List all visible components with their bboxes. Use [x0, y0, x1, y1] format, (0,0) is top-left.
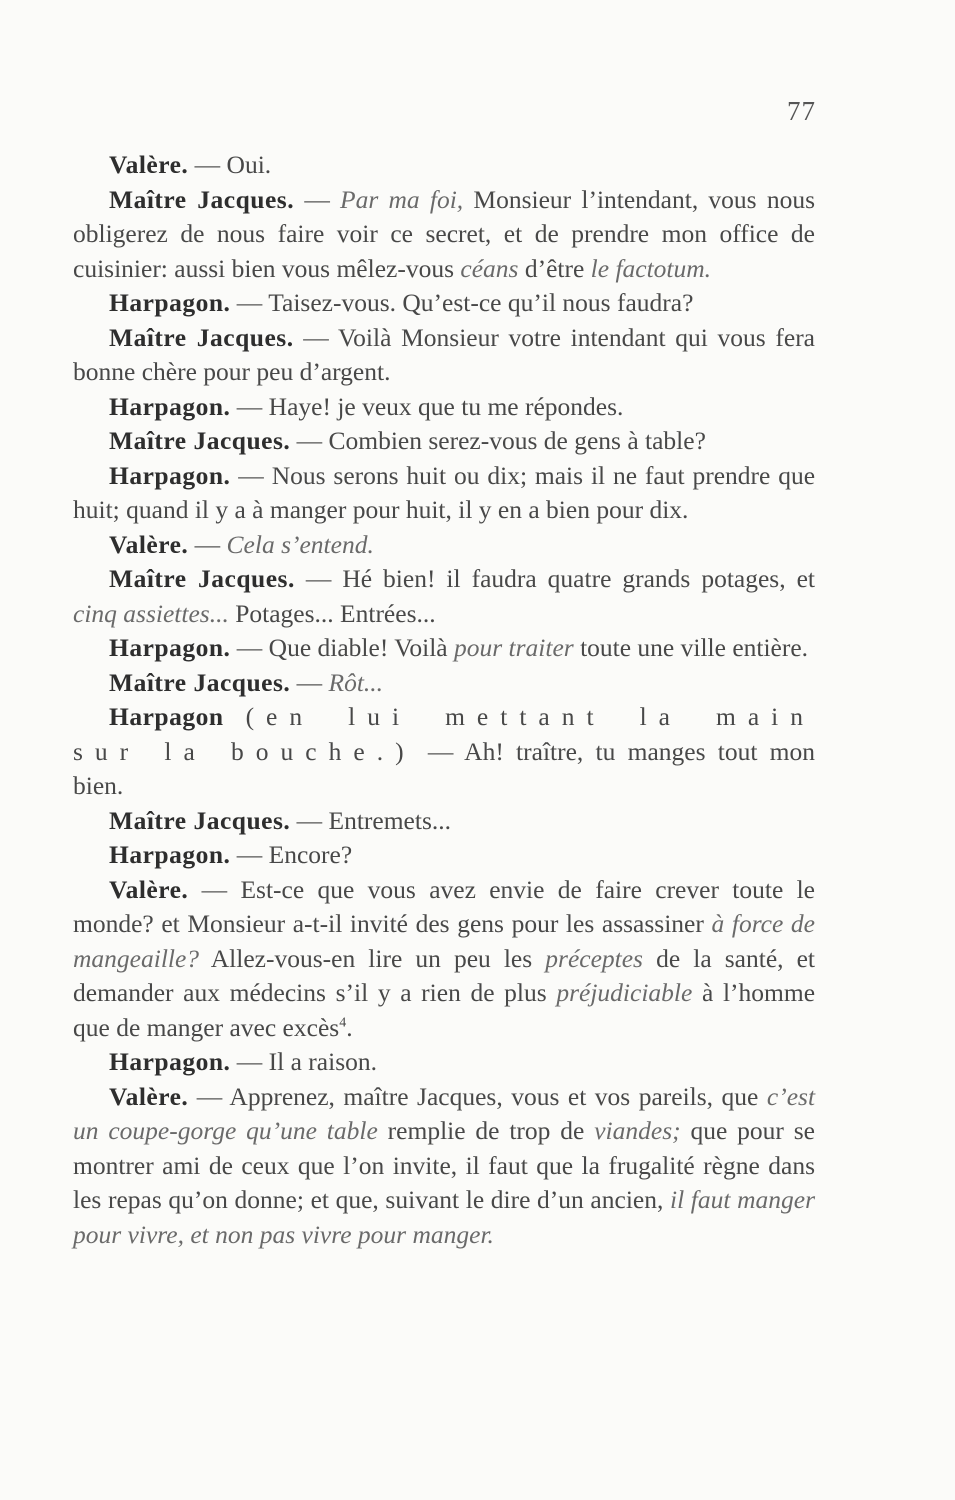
speech: que pour se montrer ami de ceux que l’on invite, il faut que la frugalité règne dans les repas qu’on donne; et que, suivant le dire d’un ancien, [73, 1116, 815, 1214]
paragraph [73, 1045, 815, 1080]
italic-text: Par ma foi, [340, 184, 464, 214]
speech: Haye! je veux que tu me répondes. [268, 391, 624, 421]
stage-direction: (en lui mettant la main sur la bouche.) [73, 702, 815, 766]
italic-text: cinq assiettes... [73, 598, 229, 628]
paragraph [73, 1080, 815, 1253]
italic-text: pour traiter [453, 633, 574, 662]
speech: Allez-vous-en lire un peu les [210, 943, 533, 973]
italic-text: Rôt... [328, 667, 384, 697]
speaker-name: Harpagon. [109, 391, 231, 421]
dash: — [196, 1081, 223, 1111]
page-number: 77 [787, 96, 816, 126]
speech: Potages... Entrées... [235, 598, 436, 628]
dash: — [303, 322, 329, 352]
speaker-name: Maître Jacques. [109, 805, 291, 835]
paragraph [73, 838, 815, 873]
paragraph [73, 631, 815, 666]
speech: Hé bien! il faudra quatre grands potages, et [342, 564, 815, 593]
italic-text: le factotum. [590, 253, 712, 283]
speech: toute une ville entière. [580, 633, 809, 662]
speaker-name: Maître Jacques. [109, 667, 291, 697]
speech: d’être [524, 253, 585, 283]
speaker-name: Maître Jacques. [109, 322, 294, 352]
dialogue-text [73, 148, 815, 1252]
speaker-name: Harpagon. [109, 460, 231, 490]
paragraph [73, 459, 815, 528]
speaker-name: Valère. [109, 529, 189, 559]
dash: — [236, 391, 263, 421]
dash: — [236, 840, 263, 869]
paragraph [73, 390, 815, 425]
speech: Combien serez-vous de gens à table? [328, 426, 706, 455]
paragraph [73, 286, 815, 321]
paragraph [73, 183, 815, 287]
dash: — [194, 150, 221, 179]
paragraph [73, 873, 815, 1046]
italic-text: préjudiciable [556, 978, 693, 1007]
speech: Que diable! Voilà [268, 633, 448, 662]
italic-text: viandes; [594, 1116, 681, 1145]
footnote-marker: 4 [339, 1015, 347, 1030]
dash: — [305, 564, 332, 593]
dash: — [238, 460, 264, 490]
italic-text: c’est un coupe-gorge qu’une table [73, 1081, 816, 1145]
dash: — [304, 184, 330, 214]
paragraph [73, 562, 815, 631]
paragraph [73, 148, 815, 183]
italic-text: il faut manger pour vivre, et non pas vivre pour manger. [73, 1185, 816, 1249]
speech: Oui. [226, 150, 272, 179]
speaker-name: Harpagon. [109, 1047, 231, 1076]
italic-text: Cela s’entend. [226, 529, 374, 559]
paragraph [73, 424, 815, 459]
speech: . [346, 1012, 353, 1042]
paragraph [73, 804, 815, 839]
speaker-name: Maître Jacques. [109, 564, 295, 593]
speech: Est-ce que vous avez envie de faire crever toute le monde? et Monsieur a-t-il invité des gens pour les assassiner [73, 874, 816, 938]
dash: — [236, 1047, 263, 1076]
speaker-name: Harpagon. [109, 633, 231, 662]
italic-text: préceptes [545, 943, 643, 973]
speech: Il a raison. [268, 1047, 377, 1076]
speech: remplie de trop de [387, 1116, 585, 1145]
speech: Encore? [268, 840, 353, 869]
speaker-name: Maître Jacques. [109, 184, 295, 214]
dash: — [236, 633, 263, 662]
italic-text: à force de mangeaille? [73, 909, 815, 973]
dash: — [296, 805, 323, 835]
speech: Entremets... [328, 805, 452, 835]
speech: de la santé, et demander aux médecins s’il y a rien de plus [73, 943, 816, 1007]
speaker-name: Valère. [109, 150, 189, 179]
dash: — [194, 529, 221, 559]
paragraph [73, 666, 815, 701]
speaker-name: Harpagon. [109, 288, 231, 317]
italic-text: céans [460, 253, 519, 283]
dash: — [427, 736, 454, 766]
speaker-name: Valère. [109, 874, 189, 904]
speech: Voilà Monsieur votre intendant qui vous fera bonne chère pour peu d’argent. [73, 322, 815, 386]
speaker-name: Harpagon [109, 702, 224, 731]
paragraph [73, 528, 815, 563]
speaker-name: Maître Jacques. [109, 426, 291, 455]
dash: — [236, 288, 263, 317]
dash: — [296, 667, 323, 697]
speaker-name: Valère. [109, 1081, 189, 1111]
speech: Taisez-vous. Qu’est-ce qu’il nous faudra? [268, 288, 694, 317]
dash: — [201, 874, 228, 904]
dash: — [296, 426, 323, 455]
speech: Nous serons huit ou dix; mais il ne faut prendre que huit; quand il y a à manger pour huit, il y en a bien pour dix. [73, 460, 816, 524]
speech: Monsieur l’intendant, vous nous obligerez de nous faire voir ce secret, et de prendre mon office de cuisinier: aussi bien vous mêlez-vous [73, 184, 815, 283]
paragraph [73, 321, 815, 390]
speech: Ah! traître, tu manges tout mon bien. [73, 736, 816, 800]
speaker-name: Harpagon. [109, 840, 231, 869]
speech: à l’homme que de manger avec excès [73, 978, 816, 1042]
speech: Apprenez, maître Jacques, vous et vos pareils, que [229, 1081, 759, 1111]
paragraph [73, 700, 815, 804]
